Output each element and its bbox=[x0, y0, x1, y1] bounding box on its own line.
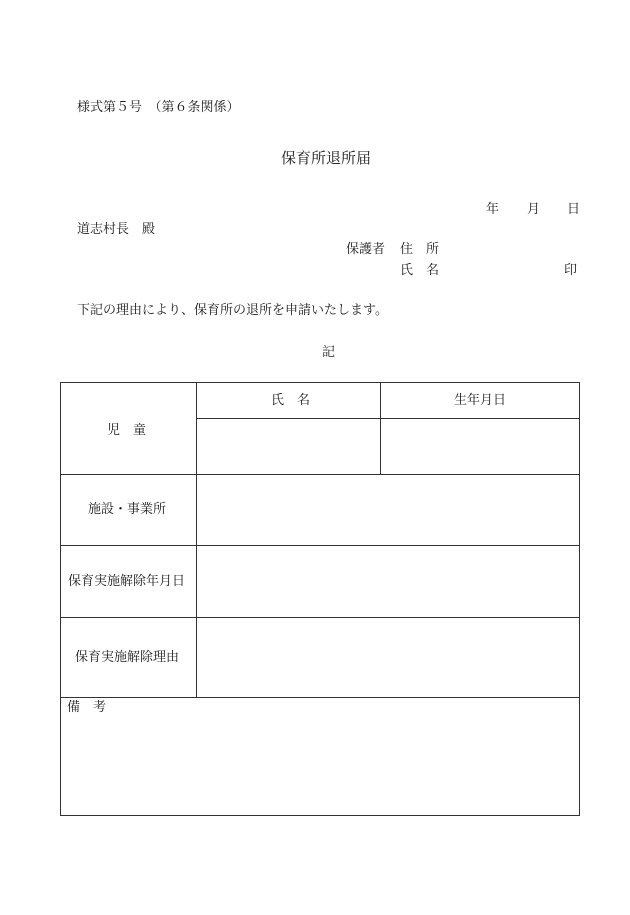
ki-label: 記 bbox=[322, 345, 336, 360]
name-birthdate-divider bbox=[380, 383, 381, 474]
address-label: 住 所 bbox=[400, 242, 440, 257]
name-column-header: 氏 名 bbox=[271, 393, 311, 408]
child-row-bottom bbox=[61, 474, 580, 475]
withdrawal-form-table bbox=[60, 382, 580, 816]
date-year-label: 年 bbox=[486, 202, 500, 217]
child-name-field[interactable] bbox=[198, 420, 379, 473]
facility-field[interactable] bbox=[198, 476, 579, 544]
name-label: 氏 名 bbox=[400, 263, 440, 278]
release-date-field[interactable] bbox=[198, 547, 579, 616]
release-date-label: 保育実施解除年月日 bbox=[68, 574, 186, 589]
release-date-row-bottom bbox=[61, 617, 580, 618]
facility-row-bottom bbox=[61, 545, 580, 546]
birthdate-column-header: 生年月日 bbox=[454, 393, 507, 408]
label-column-divider bbox=[196, 383, 197, 697]
guardian-label: 保護者 bbox=[346, 242, 386, 257]
facility-label: 施設・事業所 bbox=[88, 502, 167, 517]
child-label: 児 童 bbox=[107, 423, 147, 438]
page-title: 保育所退所届 bbox=[281, 149, 372, 167]
release-reason-row-bottom bbox=[61, 697, 580, 698]
statement: 下記の理由により、保育所の退所を申請いたします。 bbox=[77, 303, 388, 318]
date-day-label: 日 bbox=[567, 202, 581, 217]
addressee: 道志村長 殿 bbox=[77, 222, 156, 237]
remarks-label: 備 考 bbox=[67, 700, 107, 715]
child-header-divider bbox=[196, 418, 580, 419]
date-month-label: 月 bbox=[527, 202, 541, 217]
remarks-field[interactable] bbox=[63, 717, 579, 814]
child-birthdate-field[interactable] bbox=[382, 420, 579, 473]
form-number: 様式第５号 （第６条関係） bbox=[77, 100, 240, 115]
release-reason-field[interactable] bbox=[198, 619, 579, 696]
release-reason-label: 保育実施解除理由 bbox=[75, 650, 180, 665]
seal-mark: 印 bbox=[564, 263, 578, 278]
